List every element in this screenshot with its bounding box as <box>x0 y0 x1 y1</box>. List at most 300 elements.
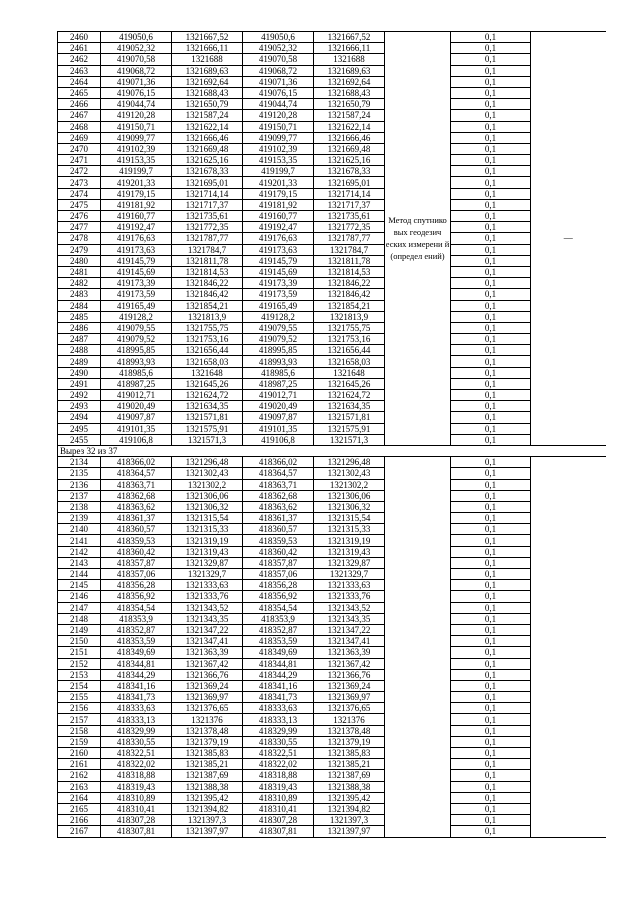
y-new-cell: 1321717,37 <box>314 199 385 210</box>
y-new-cell: 1321645,26 <box>314 378 385 389</box>
point-number-cell: 2152 <box>58 658 101 669</box>
y-new-cell: 1321385,83 <box>314 748 385 759</box>
accuracy-cell: 0,1 <box>451 759 531 770</box>
point-number-cell: 2484 <box>58 300 101 311</box>
x-existing-cell: 418366,02 <box>101 457 172 468</box>
accuracy-cell: 0,1 <box>451 110 531 121</box>
y-existing-cell: 1321306,32 <box>172 501 243 512</box>
x-new-cell: 418360,42 <box>243 546 314 557</box>
point-number-cell: 2492 <box>58 390 101 401</box>
y-existing-cell: 1321784,7 <box>172 244 243 255</box>
accuracy-cell: 0,1 <box>451 76 531 87</box>
y-existing-cell: 1321625,16 <box>172 155 243 166</box>
y-existing-cell: 1321306,06 <box>172 490 243 501</box>
accuracy-cell: 0,1 <box>451 166 531 177</box>
x-existing-cell: 419173,59 <box>101 289 172 300</box>
accuracy-cell: 0,1 <box>451 378 531 389</box>
x-new-cell: 419128,2 <box>243 311 314 322</box>
table-row <box>58 412 606 423</box>
table-row <box>58 792 606 803</box>
y-existing-cell: 1321634,35 <box>172 401 243 412</box>
y-new-cell: 1321695,01 <box>314 177 385 188</box>
y-new-cell: 1321319,19 <box>314 535 385 546</box>
point-number-cell: 2163 <box>58 781 101 792</box>
point-number-cell: 2153 <box>58 669 101 680</box>
accuracy-cell: 0,1 <box>451 781 531 792</box>
point-number-cell: 2462 <box>58 54 101 65</box>
x-new-cell: 419106,8 <box>243 434 314 445</box>
x-new-cell: 418354,54 <box>243 602 314 613</box>
y-new-cell: 1321315,33 <box>314 524 385 535</box>
point-number-cell: 2134 <box>58 457 101 468</box>
point-number-cell: 2143 <box>58 557 101 568</box>
x-existing-cell: 419165,49 <box>101 300 172 311</box>
y-new-cell: 1321846,42 <box>314 289 385 300</box>
y-existing-cell: 1321846,42 <box>172 289 243 300</box>
accuracy-cell: 0,1 <box>451 602 531 613</box>
point-number-cell: 2468 <box>58 121 101 132</box>
x-new-cell: 419165,49 <box>243 300 314 311</box>
y-new-cell: 1321846,22 <box>314 278 385 289</box>
x-new-cell: 418356,92 <box>243 591 314 602</box>
x-existing-cell: 419192,47 <box>101 222 172 233</box>
table-row <box>58 143 606 154</box>
y-new-cell: 1321772,35 <box>314 222 385 233</box>
accuracy-cell: 0,1 <box>451 188 531 199</box>
table-row <box>58 289 606 300</box>
y-new-cell: 1321587,24 <box>314 110 385 121</box>
x-new-cell: 418344,29 <box>243 669 314 680</box>
y-existing-cell: 1321333,63 <box>172 580 243 591</box>
y-existing-cell: 1321666,46 <box>172 132 243 143</box>
accuracy-cell: 0,1 <box>451 580 531 591</box>
x-new-cell: 419120,28 <box>243 110 314 121</box>
y-existing-cell: 1321772,35 <box>172 222 243 233</box>
y-new-cell: 1321394,82 <box>314 803 385 814</box>
y-new-cell: 1321379,19 <box>314 736 385 747</box>
accuracy-cell: 0,1 <box>451 457 531 468</box>
x-new-cell: 419102,39 <box>243 143 314 154</box>
y-new-cell: 1321376,65 <box>314 703 385 714</box>
x-new-cell: 418307,28 <box>243 815 314 826</box>
y-existing-cell: 1321666,11 <box>172 43 243 54</box>
y-new-cell: 1321571,3 <box>314 434 385 445</box>
x-new-cell: 418318,88 <box>243 770 314 781</box>
table-row <box>58 188 606 199</box>
table-row <box>58 378 606 389</box>
accuracy-cell: 0,1 <box>451 636 531 647</box>
x-existing-cell: 418329,99 <box>101 725 172 736</box>
table-row <box>58 613 606 624</box>
y-new-cell: 1321363,39 <box>314 647 385 658</box>
accuracy-cell: 0,1 <box>451 132 531 143</box>
x-new-cell: 418353,59 <box>243 636 314 647</box>
x-existing-cell: 418359,53 <box>101 535 172 546</box>
y-existing-cell: 1321688,43 <box>172 87 243 98</box>
x-existing-cell: 419181,92 <box>101 199 172 210</box>
y-new-cell: 1321667,52 <box>314 32 385 43</box>
point-number-cell: 2156 <box>58 703 101 714</box>
y-existing-cell: 1321714,14 <box>172 188 243 199</box>
y-existing-cell: 1321315,54 <box>172 513 243 524</box>
x-existing-cell: 418349,69 <box>101 647 172 658</box>
x-existing-cell: 419079,52 <box>101 334 172 345</box>
x-existing-cell: 419160,77 <box>101 211 172 222</box>
y-existing-cell: 1321813,9 <box>172 311 243 322</box>
x-new-cell: 418362,68 <box>243 490 314 501</box>
table-row <box>58 233 606 244</box>
y-new-cell: 1321395,42 <box>314 792 385 803</box>
x-new-cell: 419160,77 <box>243 211 314 222</box>
y-new-cell: 1321343,52 <box>314 602 385 613</box>
point-number-cell: 2167 <box>58 826 101 837</box>
table-row <box>58 569 606 580</box>
x-new-cell: 418307,81 <box>243 826 314 837</box>
x-existing-cell: 418341,16 <box>101 680 172 691</box>
accuracy-cell: 0,1 <box>451 748 531 759</box>
x-new-cell: 419176,63 <box>243 233 314 244</box>
point-number-cell: 2493 <box>58 401 101 412</box>
table-row <box>58 815 606 826</box>
y-new-cell: 1321811,78 <box>314 255 385 266</box>
table-row <box>58 658 606 669</box>
accuracy-cell: 0,1 <box>451 792 531 803</box>
x-new-cell: 418322,51 <box>243 748 314 759</box>
y-new-cell: 1321369,24 <box>314 680 385 691</box>
point-number-cell: 2155 <box>58 692 101 703</box>
table-row <box>58 211 606 222</box>
x-existing-cell: 419099,77 <box>101 132 172 143</box>
y-new-cell: 1321343,35 <box>314 613 385 624</box>
x-new-cell: 418349,69 <box>243 647 314 658</box>
y-existing-cell: 1321329,87 <box>172 557 243 568</box>
accuracy-cell: 0,1 <box>451 65 531 76</box>
x-existing-cell: 418333,63 <box>101 703 172 714</box>
accuracy-cell: 0,1 <box>451 255 531 266</box>
accuracy-cell: 0,1 <box>451 222 531 233</box>
table-row <box>58 647 606 658</box>
point-number-cell: 2494 <box>58 412 101 423</box>
x-existing-cell: 418995,85 <box>101 345 172 356</box>
table-row <box>58 244 606 255</box>
x-existing-cell: 418322,02 <box>101 759 172 770</box>
y-existing-cell: 1321347,41 <box>172 636 243 647</box>
method-cell: Метод спутнико вых геодезич еских измерени й (определ ений) <box>385 32 451 446</box>
accuracy-cell: 0,1 <box>451 155 531 166</box>
table-row <box>58 132 606 143</box>
point-number-cell: 2138 <box>58 501 101 512</box>
y-existing-cell: 1321753,16 <box>172 334 243 345</box>
x-existing-cell: 418341,73 <box>101 692 172 703</box>
x-new-cell: 419070,58 <box>243 54 314 65</box>
x-existing-cell: 418360,42 <box>101 546 172 557</box>
y-new-cell: 1321656,44 <box>314 345 385 356</box>
point-number-cell: 2147 <box>58 602 101 613</box>
point-number-cell: 2479 <box>58 244 101 255</box>
accuracy-cell: 0,1 <box>451 412 531 423</box>
y-existing-cell: 1321378,48 <box>172 725 243 736</box>
x-new-cell: 419071,36 <box>243 76 314 87</box>
x-new-cell: 418987,25 <box>243 378 314 389</box>
accuracy-cell: 0,1 <box>451 390 531 401</box>
accuracy-cell: 0,1 <box>451 569 531 580</box>
x-existing-cell: 418330,55 <box>101 736 172 747</box>
x-existing-cell: 419020,49 <box>101 401 172 412</box>
x-new-cell: 418310,41 <box>243 803 314 814</box>
x-existing-cell: 418319,43 <box>101 781 172 792</box>
x-existing-cell: 418363,62 <box>101 501 172 512</box>
accuracy-cell: 0,1 <box>451 692 531 703</box>
point-number-cell: 2480 <box>58 255 101 266</box>
y-existing-cell: 1321388,38 <box>172 781 243 792</box>
table-row <box>58 166 606 177</box>
point-number-cell: 2140 <box>58 524 101 535</box>
x-new-cell: 418364,57 <box>243 468 314 479</box>
x-new-cell: 418344,81 <box>243 658 314 669</box>
x-existing-cell: 419201,33 <box>101 177 172 188</box>
y-existing-cell: 1321656,44 <box>172 345 243 356</box>
point-number-cell: 2166 <box>58 815 101 826</box>
y-new-cell: 1321666,46 <box>314 132 385 143</box>
table-block-1 <box>58 32 606 446</box>
table-row <box>58 401 606 412</box>
table-row <box>58 76 606 87</box>
table-row <box>58 468 606 479</box>
table-row <box>58 725 606 736</box>
point-number-cell: 2150 <box>58 636 101 647</box>
y-existing-cell: 1321379,19 <box>172 736 243 747</box>
x-existing-cell: 418357,06 <box>101 569 172 580</box>
y-existing-cell: 1321846,22 <box>172 278 243 289</box>
x-new-cell: 418363,62 <box>243 501 314 512</box>
point-number-cell: 2470 <box>58 143 101 154</box>
point-number-cell: 2142 <box>58 546 101 557</box>
y-new-cell: 1321624,72 <box>314 390 385 401</box>
x-existing-cell: 418344,81 <box>101 658 172 669</box>
point-number-cell: 2487 <box>58 334 101 345</box>
x-new-cell: 419173,59 <box>243 289 314 300</box>
y-existing-cell: 1321319,43 <box>172 546 243 557</box>
y-existing-cell: 1321669,48 <box>172 143 243 154</box>
x-new-cell: 418333,13 <box>243 714 314 725</box>
x-new-cell: 418341,16 <box>243 680 314 691</box>
y-new-cell: 1321378,48 <box>314 725 385 736</box>
table-row <box>58 669 606 680</box>
accuracy-cell: 0,1 <box>451 334 531 345</box>
table-row <box>58 714 606 725</box>
accuracy-cell: 0,1 <box>451 669 531 680</box>
accuracy-cell: 0,1 <box>451 311 531 322</box>
accuracy-cell: 0,1 <box>451 770 531 781</box>
table-row <box>58 490 606 501</box>
y-existing-cell: 1321369,24 <box>172 680 243 691</box>
y-new-cell: 1321329,87 <box>314 557 385 568</box>
point-number-cell: 2135 <box>58 468 101 479</box>
x-new-cell: 419150,71 <box>243 121 314 132</box>
y-new-cell: 1321366,76 <box>314 669 385 680</box>
table-row <box>58 423 606 434</box>
y-existing-cell: 1321854,21 <box>172 300 243 311</box>
y-new-cell: 1321787,77 <box>314 233 385 244</box>
x-new-cell: 419079,52 <box>243 334 314 345</box>
point-number-cell: 2162 <box>58 770 101 781</box>
y-existing-cell: 1321369,97 <box>172 692 243 703</box>
y-existing-cell: 1321343,52 <box>172 602 243 613</box>
y-existing-cell: 1321648 <box>172 367 243 378</box>
accuracy-cell: 0,1 <box>451 99 531 110</box>
y-new-cell: 1321302,43 <box>314 468 385 479</box>
accuracy-cell: 0,1 <box>451 624 531 635</box>
table-row <box>58 434 606 445</box>
accuracy-cell: 0,1 <box>451 524 531 535</box>
x-existing-cell: 419102,39 <box>101 143 172 154</box>
accuracy-cell: 0,1 <box>451 32 531 43</box>
x-existing-cell: 418322,51 <box>101 748 172 759</box>
y-new-cell: 1321333,63 <box>314 580 385 591</box>
x-existing-cell: 419128,2 <box>101 311 172 322</box>
accuracy-cell: 0,1 <box>451 468 531 479</box>
y-existing-cell: 1321624,72 <box>172 390 243 401</box>
point-number-cell: 2474 <box>58 188 101 199</box>
x-new-cell: 419145,79 <box>243 255 314 266</box>
x-existing-cell: 419173,39 <box>101 278 172 289</box>
x-existing-cell: 418353,59 <box>101 636 172 647</box>
coordinates-document <box>57 31 605 838</box>
x-new-cell: 418329,99 <box>243 725 314 736</box>
y-existing-cell: 1321645,26 <box>172 378 243 389</box>
point-number-cell: 2145 <box>58 580 101 591</box>
x-existing-cell: 418993,93 <box>101 356 172 367</box>
table-row <box>58 87 606 98</box>
y-new-cell: 1321658,03 <box>314 356 385 367</box>
y-new-cell: 1321347,22 <box>314 624 385 635</box>
y-new-cell: 1321319,43 <box>314 546 385 557</box>
x-new-cell: 419145,69 <box>243 266 314 277</box>
point-number-cell: 2158 <box>58 725 101 736</box>
y-existing-cell: 1321397,97 <box>172 826 243 837</box>
point-number-cell: 2157 <box>58 714 101 725</box>
accuracy-cell: 0,1 <box>451 513 531 524</box>
x-existing-cell: 419179,15 <box>101 188 172 199</box>
x-new-cell: 419192,47 <box>243 222 314 233</box>
y-existing-cell: 1321333,76 <box>172 591 243 602</box>
accuracy-cell: 0,1 <box>451 647 531 658</box>
y-existing-cell: 1321315,33 <box>172 524 243 535</box>
accuracy-cell: 0,1 <box>451 658 531 669</box>
x-existing-cell: 419068,72 <box>101 65 172 76</box>
y-new-cell: 1321333,76 <box>314 591 385 602</box>
y-new-cell: 1321669,48 <box>314 143 385 154</box>
y-new-cell: 1321814,53 <box>314 266 385 277</box>
x-existing-cell: 418362,68 <box>101 490 172 501</box>
x-existing-cell: 418310,41 <box>101 803 172 814</box>
table-row <box>58 345 606 356</box>
x-new-cell: 419012,71 <box>243 390 314 401</box>
x-new-cell: 419068,72 <box>243 65 314 76</box>
accuracy-cell: 0,1 <box>451 703 531 714</box>
y-existing-cell: 1321319,19 <box>172 535 243 546</box>
y-existing-cell: 1321376,65 <box>172 703 243 714</box>
accuracy-cell: 0,1 <box>451 356 531 367</box>
x-existing-cell: 418307,81 <box>101 826 172 837</box>
table-row <box>58 591 606 602</box>
x-new-cell: 419179,15 <box>243 188 314 199</box>
method-cell <box>385 457 451 837</box>
x-new-cell: 419076,15 <box>243 87 314 98</box>
accuracy-cell: 0,1 <box>451 43 531 54</box>
y-existing-cell: 1321343,35 <box>172 613 243 624</box>
coordinates-table <box>57 31 606 838</box>
table-row <box>58 501 606 512</box>
point-number-cell: 2148 <box>58 613 101 624</box>
x-existing-cell: 419076,15 <box>101 87 172 98</box>
accuracy-cell: 0,1 <box>451 815 531 826</box>
y-new-cell: 1321625,16 <box>314 155 385 166</box>
point-number-cell: 2481 <box>58 266 101 277</box>
x-new-cell: 418353,9 <box>243 613 314 624</box>
table-row <box>58 513 606 524</box>
point-number-cell: 2486 <box>58 322 101 333</box>
x-new-cell: 418352,87 <box>243 624 314 635</box>
x-existing-cell: 418364,57 <box>101 468 172 479</box>
point-number-cell: 2151 <box>58 647 101 658</box>
x-existing-cell: 419145,79 <box>101 255 172 266</box>
y-new-cell: 1321753,16 <box>314 334 385 345</box>
table-block-2 <box>58 457 606 837</box>
y-existing-cell: 1321385,83 <box>172 748 243 759</box>
point-number-cell: 2466 <box>58 99 101 110</box>
table-row <box>58 457 606 468</box>
y-existing-cell: 1321735,61 <box>172 211 243 222</box>
table-row <box>58 300 606 311</box>
accuracy-cell: 0,1 <box>451 714 531 725</box>
x-new-cell: 418993,93 <box>243 356 314 367</box>
table-row <box>58 557 606 568</box>
y-new-cell: 1321306,06 <box>314 490 385 501</box>
point-number-cell: 2469 <box>58 132 101 143</box>
table-row <box>58 334 606 345</box>
point-number-cell: 2154 <box>58 680 101 691</box>
point-number-cell: 2160 <box>58 748 101 759</box>
x-existing-cell: 418987,25 <box>101 378 172 389</box>
point-number-cell: 2165 <box>58 803 101 814</box>
x-new-cell: 418359,53 <box>243 535 314 546</box>
accuracy-cell: 0,1 <box>451 591 531 602</box>
y-existing-cell: 1321394,82 <box>172 803 243 814</box>
table-row <box>58 177 606 188</box>
y-new-cell: 1321648 <box>314 367 385 378</box>
y-new-cell: 1321688,43 <box>314 87 385 98</box>
table-row <box>58 121 606 132</box>
accuracy-cell: 0,1 <box>451 501 531 512</box>
accuracy-cell: 0,1 <box>451 322 531 333</box>
point-number-cell: 2159 <box>58 736 101 747</box>
accuracy-cell: 0,1 <box>451 803 531 814</box>
x-existing-cell: 418361,37 <box>101 513 172 524</box>
table-row <box>58 826 606 837</box>
accuracy-cell: 0,1 <box>451 143 531 154</box>
point-number-cell: 2141 <box>58 535 101 546</box>
table-row <box>58 624 606 635</box>
y-existing-cell: 1321329,7 <box>172 569 243 580</box>
y-existing-cell: 1321678,33 <box>172 166 243 177</box>
x-existing-cell: 419153,35 <box>101 155 172 166</box>
table-row <box>58 748 606 759</box>
accuracy-cell: 0,1 <box>451 546 531 557</box>
accuracy-cell: 0,1 <box>451 266 531 277</box>
y-existing-cell: 1321814,53 <box>172 266 243 277</box>
y-new-cell: 1321755,75 <box>314 322 385 333</box>
